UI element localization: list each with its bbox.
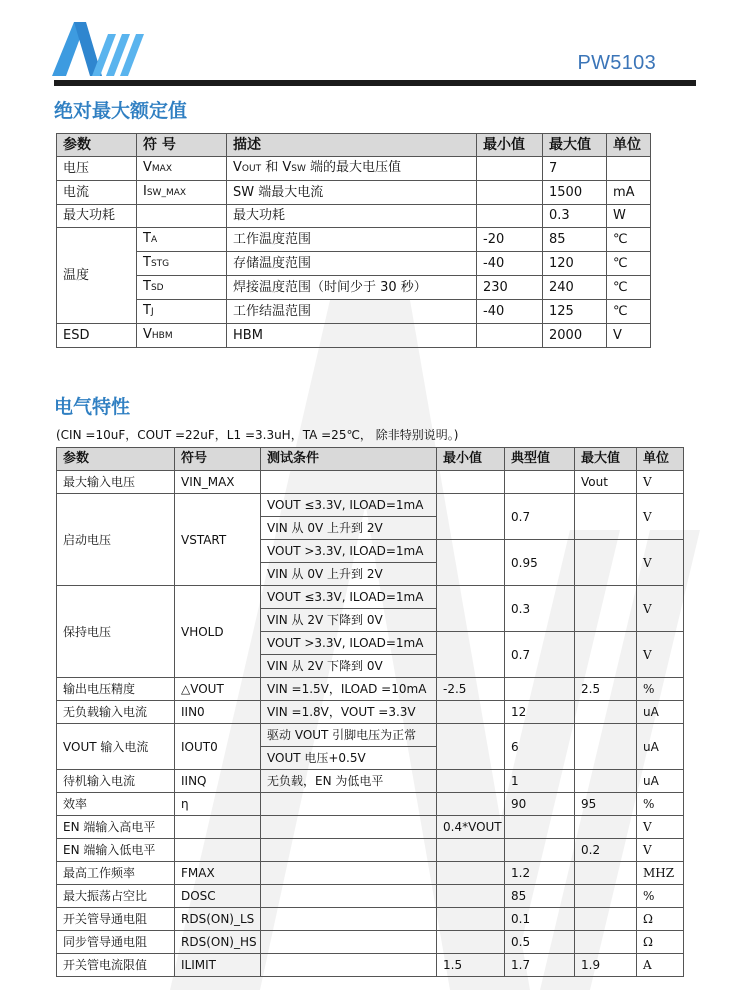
symbol-sub: HBM: [151, 331, 173, 341]
unit-cell: uA: [637, 770, 684, 793]
cond-cell: [261, 908, 437, 931]
min-cell: [477, 205, 543, 228]
typ-cell: 0.95: [505, 540, 575, 586]
min-cell: [437, 471, 505, 494]
max-cell: 2000: [543, 324, 607, 348]
param-cell: 开关管电流限值: [57, 954, 175, 977]
symbol-text: T: [143, 279, 151, 294]
typ-cell: [505, 471, 575, 494]
symbol-sub: A: [150, 235, 158, 245]
symbol-cell: △VOUT: [175, 678, 261, 701]
unit-cell: V: [637, 632, 684, 678]
cond-cell: 无负载，EN 为低电平: [261, 770, 437, 793]
cond-cell: [261, 954, 437, 977]
table-header-row: [57, 448, 684, 471]
param-cell: 开关管导通电阻: [57, 908, 175, 931]
table-row: [57, 839, 684, 862]
param-cell: 温度: [57, 228, 137, 324]
min-cell: [437, 724, 505, 770]
company-logo: [52, 18, 144, 78]
symbol-cell: VSTART: [175, 494, 261, 586]
param-cell: VOUT 输入电流: [57, 724, 175, 770]
col-header: 最小值: [437, 448, 505, 471]
min-cell: [437, 540, 505, 586]
desc-text: V: [233, 160, 242, 175]
unit-cell: %: [637, 793, 684, 816]
cond-cell: [261, 471, 437, 494]
symbol-text: V: [143, 327, 152, 342]
col-header: 最大值: [575, 448, 637, 471]
table-row: [57, 252, 651, 276]
symbol-cell: [137, 228, 227, 252]
table-row: [57, 324, 651, 348]
symbol-cell: [137, 252, 227, 276]
max-cell: Vout: [575, 471, 637, 494]
symbol-text: V: [143, 160, 152, 175]
max-cell: [575, 724, 637, 770]
cond-cell: VIN =1.5V，ILOAD =10mA: [261, 678, 437, 701]
unit-cell: V: [637, 586, 684, 632]
typ-cell: [505, 816, 575, 839]
table-row: [57, 300, 651, 324]
desc-sub: OUT: [241, 164, 262, 174]
max-cell: 95: [575, 793, 637, 816]
col-header: 参数: [57, 134, 137, 157]
min-cell: -2.5: [437, 678, 505, 701]
min-cell: [437, 862, 505, 885]
cond-cell: [261, 816, 437, 839]
typ-cell: [505, 678, 575, 701]
max-cell: 0.3: [543, 205, 607, 228]
typ-cell: 85: [505, 885, 575, 908]
col-header: 最小值: [477, 134, 543, 157]
unit-cell: mA: [607, 181, 651, 205]
typ-cell: 0.7: [505, 494, 575, 540]
min-cell: [437, 839, 505, 862]
param-cell: 输出电压精度: [57, 678, 175, 701]
max-cell: 85: [543, 228, 607, 252]
typ-cell: 90: [505, 793, 575, 816]
min-cell: [437, 586, 505, 632]
unit-cell: V: [637, 839, 684, 862]
min-cell: 1.5: [437, 954, 505, 977]
desc-sub: SW: [291, 164, 306, 174]
symbol-cell: [175, 816, 261, 839]
symbol-cell: RDS(ON)_LS: [175, 908, 261, 931]
unit-cell: ℃: [607, 300, 651, 324]
table-row: [57, 276, 651, 300]
table-row: [57, 931, 684, 954]
desc-cell: SW 端最大电流: [227, 181, 477, 205]
max-cell: [575, 908, 637, 931]
min-cell: [437, 793, 505, 816]
param-cell: 电流: [57, 181, 137, 205]
test-conditions-note: (CIN =10uF，COUT =22uF，L1 =3.3uH，TA =25℃， 除非特别说明。): [56, 428, 459, 442]
cond-cell: VIN =1.8V，VOUT =3.3V: [261, 701, 437, 724]
abs-max-table: [56, 133, 651, 348]
symbol-cell: IOUT0: [175, 724, 261, 770]
min-cell: -40: [477, 252, 543, 276]
unit-cell: V: [637, 471, 684, 494]
max-cell: [575, 494, 637, 540]
desc-text: 端的最大电压值: [305, 160, 402, 175]
min-cell: [437, 908, 505, 931]
desc-cell: 焊接温度范围（时间少于 30 秒）: [227, 276, 477, 300]
max-cell: 1.9: [575, 954, 637, 977]
min-cell: [437, 632, 505, 678]
unit-cell: %: [637, 678, 684, 701]
desc-cell: HBM: [227, 324, 477, 348]
col-header: 典型值: [505, 448, 575, 471]
typ-cell: 6: [505, 724, 575, 770]
param-cell: 电压: [57, 157, 137, 181]
param-cell: 最大输入电压: [57, 471, 175, 494]
unit-cell: ℃: [607, 276, 651, 300]
symbol-text: T: [143, 231, 151, 246]
table-row: [57, 885, 684, 908]
unit-cell: V: [637, 540, 684, 586]
cond-cell: VOUT ≤3.3V, ILOAD=1mA: [261, 586, 437, 609]
table-row: [57, 228, 651, 252]
unit-cell: V: [637, 494, 684, 540]
symbol-text: T: [143, 255, 151, 270]
max-cell: 7: [543, 157, 607, 181]
cond-cell: [261, 931, 437, 954]
symbol-cell: IINQ: [175, 770, 261, 793]
min-cell: [437, 701, 505, 724]
col-header: 符 号: [137, 134, 227, 157]
col-header: 参数: [57, 448, 175, 471]
symbol-cell: IIN0: [175, 701, 261, 724]
typ-cell: 0.1: [505, 908, 575, 931]
max-cell: [575, 586, 637, 632]
unit-cell: [607, 157, 651, 181]
max-cell: [575, 770, 637, 793]
min-cell: -20: [477, 228, 543, 252]
max-cell: [575, 931, 637, 954]
table-row: [57, 954, 684, 977]
unit-cell: %: [637, 885, 684, 908]
table-row: [57, 205, 651, 228]
table-row: [57, 586, 684, 609]
col-header: 测试条件: [261, 448, 437, 471]
max-cell: [575, 885, 637, 908]
table-row: [57, 816, 684, 839]
col-header: 描述: [227, 134, 477, 157]
max-cell: [575, 540, 637, 586]
desc-cell: 最大功耗: [227, 205, 477, 228]
symbol-cell: FMAX: [175, 862, 261, 885]
table-row: [57, 471, 684, 494]
cond-cell: VIN 从 2V 下降到 0V: [261, 655, 437, 678]
param-cell: EN 端输入高电平: [57, 816, 175, 839]
min-cell: [477, 157, 543, 181]
cond-cell: [261, 862, 437, 885]
cond-cell: [261, 839, 437, 862]
max-cell: 1500: [543, 181, 607, 205]
param-cell: 待机输入电流: [57, 770, 175, 793]
symbol-cell: [137, 276, 227, 300]
table-row: [57, 701, 684, 724]
symbol-cell: VIN_MAX: [175, 471, 261, 494]
max-cell: [575, 862, 637, 885]
unit-cell: ℃: [607, 228, 651, 252]
table-row: [57, 181, 651, 205]
param-cell: 无负载输入电流: [57, 701, 175, 724]
unit-cell: V: [607, 324, 651, 348]
symbol-cell: [137, 300, 227, 324]
symbol-cell: η: [175, 793, 261, 816]
desc-text: 和 V: [261, 160, 292, 175]
unit-cell: V: [637, 816, 684, 839]
typ-cell: 0.5: [505, 931, 575, 954]
max-cell: 2.5: [575, 678, 637, 701]
symbol-cell: RDS(ON)_HS: [175, 931, 261, 954]
table-row: [57, 793, 684, 816]
unit-cell: MHZ: [637, 862, 684, 885]
symbol-sub: SD: [150, 283, 164, 293]
symbol-text: T: [143, 303, 151, 318]
desc-cell: 工作温度范围: [227, 228, 477, 252]
cond-cell: VOUT >3.3V, ILOAD=1mA: [261, 632, 437, 655]
symbol-sub: SW_MAX: [146, 188, 187, 198]
symbol-cell: [137, 181, 227, 205]
symbol-text: I: [143, 184, 147, 199]
typ-cell: 0.7: [505, 632, 575, 678]
typ-cell: 1: [505, 770, 575, 793]
max-cell: 0.2: [575, 839, 637, 862]
header-rule: [54, 80, 696, 86]
cond-cell: VOUT >3.3V, ILOAD=1mA: [261, 540, 437, 563]
abs-max-title: 绝对最大额定值: [54, 100, 188, 122]
cond-cell: VIN 从 2V 下降到 0V: [261, 609, 437, 632]
col-header: 单位: [607, 134, 651, 157]
cond-cell: VIN 从 0V 上升到 2V: [261, 563, 437, 586]
elec-table: [56, 447, 684, 977]
param-cell: 最高工作频率: [57, 862, 175, 885]
typ-cell: 1.2: [505, 862, 575, 885]
param-cell: 最大振荡占空比: [57, 885, 175, 908]
param-cell: ESD: [57, 324, 137, 348]
max-cell: 120: [543, 252, 607, 276]
col-header: 单位: [637, 448, 684, 471]
table-row: [57, 494, 684, 517]
table-header-row: [57, 134, 651, 157]
param-cell: 效率: [57, 793, 175, 816]
cond-cell: VIN 从 0V 上升到 2V: [261, 517, 437, 540]
param-cell: 同步管导通电阻: [57, 931, 175, 954]
param-cell: 保持电压: [57, 586, 175, 678]
cond-cell: [261, 793, 437, 816]
unit-cell: Ω: [637, 931, 684, 954]
min-cell: [437, 770, 505, 793]
min-cell: 230: [477, 276, 543, 300]
min-cell: [437, 931, 505, 954]
max-cell: [575, 816, 637, 839]
max-cell: [575, 701, 637, 724]
max-cell: 125: [543, 300, 607, 324]
symbol-cell: [137, 324, 227, 348]
typ-cell: 12: [505, 701, 575, 724]
max-cell: [575, 632, 637, 678]
min-cell: [477, 324, 543, 348]
param-cell: 最大功耗: [57, 205, 137, 228]
desc-cell: [227, 157, 477, 181]
symbol-sub: STG: [150, 259, 170, 269]
min-cell: 0.4*VOUT: [437, 816, 505, 839]
symbol-cell: [137, 157, 227, 181]
desc-cell: 工作结温范围: [227, 300, 477, 324]
col-header: 符号: [175, 448, 261, 471]
table-row: [57, 157, 651, 181]
col-header: 最大值: [543, 134, 607, 157]
symbol-cell: VHOLD: [175, 586, 261, 678]
symbol-cell: DOSC: [175, 885, 261, 908]
symbol-cell: ILIMIT: [175, 954, 261, 977]
table-row: [57, 724, 684, 747]
typ-cell: [505, 839, 575, 862]
symbol-sub: J: [150, 307, 154, 317]
max-cell: 240: [543, 276, 607, 300]
min-cell: [477, 181, 543, 205]
symbol-cell: [137, 205, 227, 228]
unit-cell: W: [607, 205, 651, 228]
table-row: [57, 908, 684, 931]
unit-cell: uA: [637, 724, 684, 770]
table-row: [57, 678, 684, 701]
min-cell: [437, 885, 505, 908]
symbol-cell: [175, 839, 261, 862]
min-cell: [437, 494, 505, 540]
typ-cell: 0.3: [505, 586, 575, 632]
table-row: [57, 770, 684, 793]
min-cell: -40: [477, 300, 543, 324]
unit-cell: ℃: [607, 252, 651, 276]
unit-cell: Ω: [637, 908, 684, 931]
typ-cell: 1.7: [505, 954, 575, 977]
cond-cell: VOUT 电压+0.5V: [261, 747, 437, 770]
desc-cell: 存储温度范围: [227, 252, 477, 276]
cond-cell: 驱动 VOUT 引脚电压为正常: [261, 724, 437, 747]
symbol-sub: MAX: [151, 164, 172, 174]
cond-cell: VOUT ≤3.3V, ILOAD=1mA: [261, 494, 437, 517]
table-row: [57, 862, 684, 885]
elec-title: 电气特性: [54, 396, 131, 418]
param-cell: 启动电压: [57, 494, 175, 586]
param-cell: EN 端输入低电平: [57, 839, 175, 862]
unit-cell: uA: [637, 701, 684, 724]
cond-cell: [261, 885, 437, 908]
unit-cell: A: [637, 954, 684, 977]
part-number: PW5103: [577, 52, 656, 74]
